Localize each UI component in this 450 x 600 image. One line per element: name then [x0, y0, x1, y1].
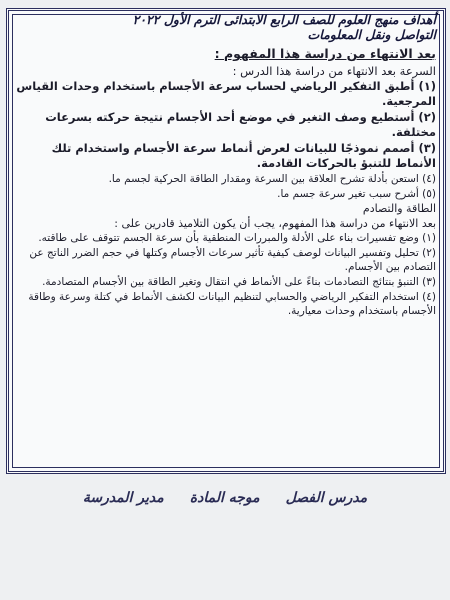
- signature-supervisor: موجه المادة: [189, 490, 260, 506]
- objective-item: (٢) أستطيع وصف التغير في موضع أحد الأجسام نتيجة حركته بسرعات مختلفة.: [45, 110, 436, 139]
- signature-row: [0, 490, 450, 520]
- objective-item: (٤) استعن بأدلة تشرح العلاقة بين السرعة ومقدار الطاقة الحركية لجسم ما.: [108, 173, 436, 185]
- objective-item: (٥) أشرح سبب تغير سرعة جسم ما.: [277, 188, 436, 200]
- objective-item: (١) وضع تفسيرات بناء على الأدلة والمبررات المنطقية بأن سرعة الجسم تتوقف على طاقته.: [38, 232, 436, 244]
- objective-item: (٣) التنبؤ بنتائج التصادمات بناءً على الأنماط في انتقال وتغير الطاقة بين الأجسام المتصادمة.: [42, 276, 436, 288]
- document-subtitle: التواصل ونقل المعلومات: [307, 27, 436, 42]
- document-content: [12, 12, 436, 319]
- part2-heading: بعد الانتهاء من دراسة هذا المفهوم، يجب أن يكون التلاميذ قادرين على :: [114, 217, 436, 230]
- signature-teacher: مدرس الفصل: [285, 490, 368, 506]
- objective-item: (٤) استخدام التفكير الرياضي والحسابي لتنظيم البيانات لكشف الأنماط في كتلة وسرعة وطاقة الأجسام باستخدام وحدات معيارية.: [28, 291, 436, 317]
- objective-item: (٢) تحليل وتفسير البيانات لوصف كيفية تأثير سرعات الأجسام وكتلها في حجم الضرر الناتج عن التصادم بين الأجسام.: [29, 247, 436, 273]
- part1-heading: السرعة بعد الانتهاء من دراسة هذا الدرس :: [232, 64, 436, 78]
- part2-title: الطاقة والتصادم: [362, 202, 436, 215]
- document-title: أهداف منهج العلوم للصف الرابع الابتدائى الترم الأول ٢٠٢٢: [132, 12, 436, 27]
- signature-principal: مدير المدرسة: [82, 490, 164, 506]
- objective-item: (١) أطبق التفكير الرياضي لحساب سرعة الأجسام باستخدام وحدات القياس المرجعية.: [16, 79, 436, 108]
- intro-heading: بعد الانتهاء من دراسة هذا المفهوم :: [214, 46, 436, 61]
- objective-item: (٣) أصمم نموذجًا للبيانات لعرض أنماط سرعة الأجسام واستخدام تلك الأنماط للتنبؤ بالحركات القادمة.: [51, 141, 436, 170]
